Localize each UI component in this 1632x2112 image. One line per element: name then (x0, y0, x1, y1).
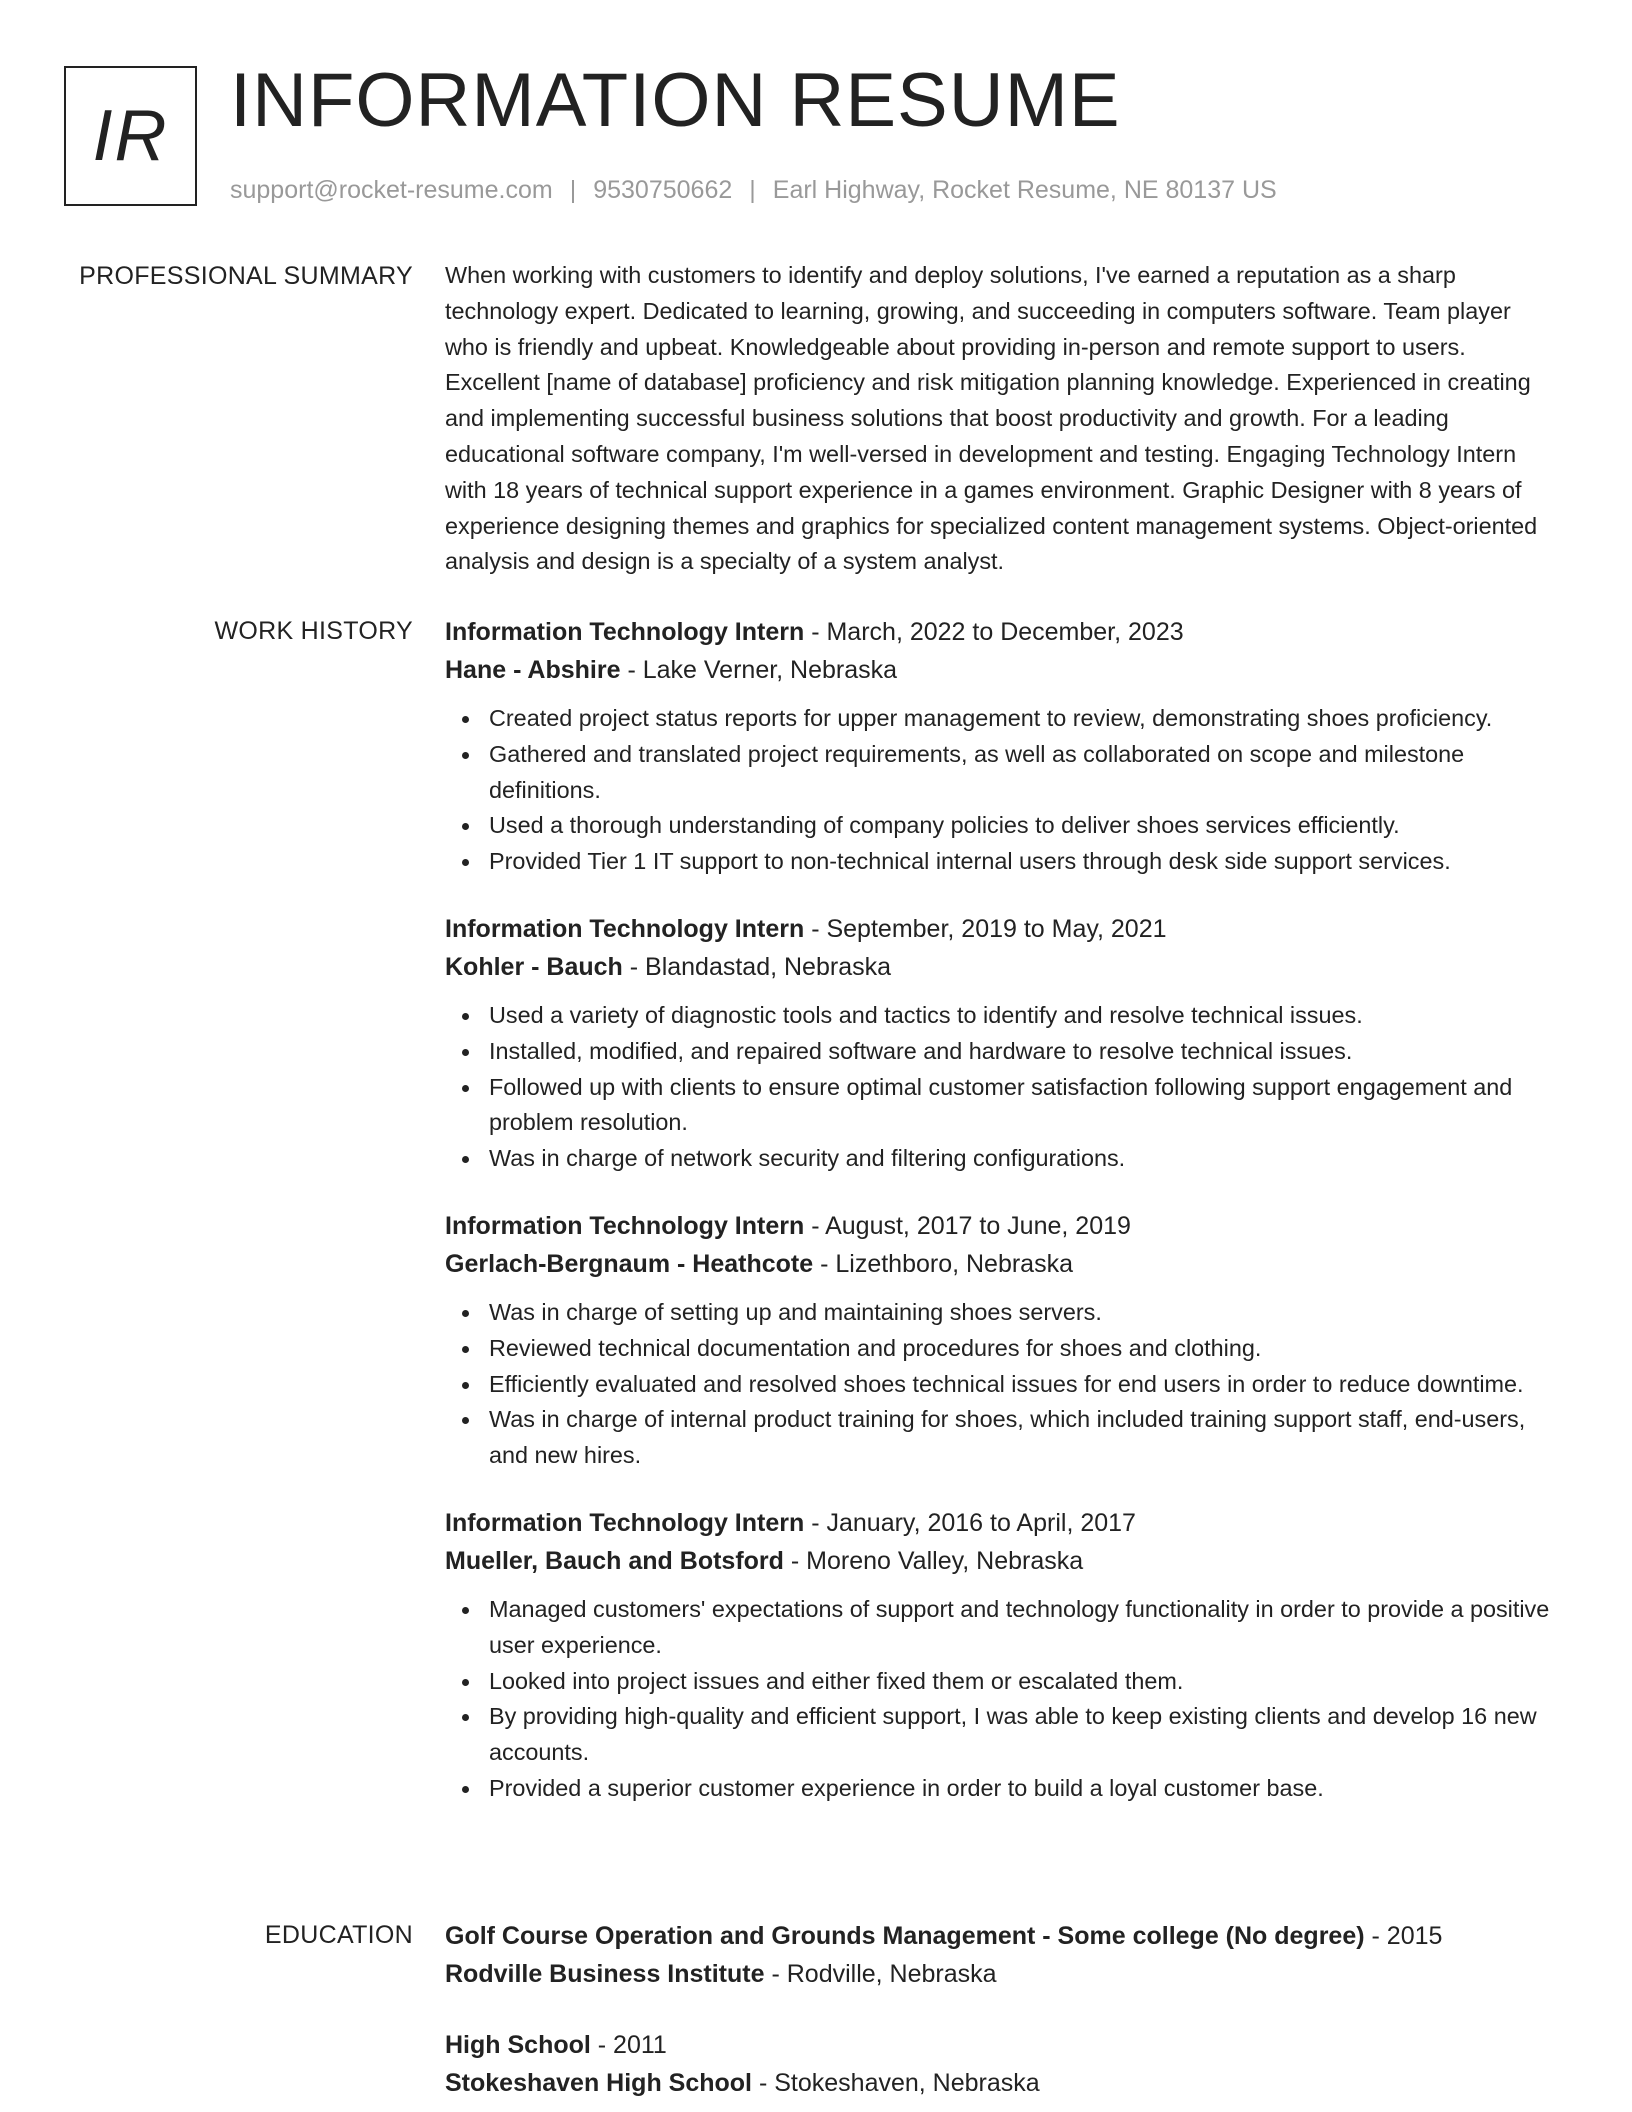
contact-separator: | (569, 176, 577, 204)
job-title-line (445, 613, 1555, 651)
education-degree: Golf Course Operation and Grounds Management - Some college (No degree) (445, 1922, 1365, 1950)
education-year: - 2011 (590, 2031, 667, 2059)
section-label-work-history: WORK HISTORY (214, 617, 413, 645)
education-list (445, 1917, 1555, 2102)
job-company-line (445, 948, 1555, 986)
job-company-line (445, 1245, 1555, 1283)
job-bullet: Was in charge of network security and filtering configurations. (489, 1141, 1555, 1177)
education-school-line (445, 1955, 1555, 1993)
job-bullets (445, 1592, 1555, 1807)
education-location: - Rodville, Nebraska (764, 1960, 997, 1988)
job-bullet: By providing high-quality and efficient support, I was able to keep existing clients and develop 16 new accounts. (489, 1699, 1555, 1771)
monogram-logo: IR (64, 66, 197, 206)
work-history-list (445, 613, 1555, 1807)
job-title: Information Technology Intern (445, 618, 805, 646)
job-location: - Lizethboro, Nebraska (813, 1249, 1073, 1278)
education-year: - 2015 (1364, 1922, 1443, 1950)
job-location: - Blandastad, Nebraska (622, 952, 891, 981)
job-bullet: Used a thorough understanding of company policies to deliver shoes services efficiently. (489, 808, 1555, 844)
job-bullet: Created project status reports for upper management to review, demonstrating shoes proficiency. (489, 701, 1555, 737)
contact-separator: | (749, 176, 756, 204)
education-school-line (445, 2064, 1555, 2102)
job-title: Information Technology Intern (445, 1211, 805, 1240)
job-bullets (445, 998, 1555, 1177)
education-degree-line (445, 2026, 1555, 2064)
job-title-line (445, 1207, 1555, 1245)
contact-phone: 9530750662 (593, 176, 733, 204)
job-bullets (445, 701, 1555, 880)
job-bullet: Looked into project issues and either fixed them or escalated them. (489, 1664, 1555, 1700)
job-company: Mueller, Bauch and Botsford (445, 1546, 784, 1575)
job-bullet: Managed customers' expectations of support and technology functionality in order to provide a positive user experience. (489, 1592, 1555, 1664)
job-entry (445, 1207, 1555, 1474)
job-dates: - March, 2022 to December, 2023 (804, 618, 1184, 646)
resume-name: INFORMATION RESUME (230, 58, 1121, 143)
job-bullet: Followed up with clients to ensure optimal customer satisfaction following support engagement and problem resolution. (489, 1070, 1555, 1142)
job-company: Gerlach-Bergnaum - Heathcote (445, 1249, 814, 1278)
job-bullet: Used a variety of diagnostic tools and tactics to identify and resolve technical issues. (489, 998, 1555, 1034)
job-bullet: Efficiently evaluated and resolved shoes technical issues for end users in order to reduce downtime. (489, 1367, 1555, 1403)
education-school: Stokeshaven High School (445, 2069, 753, 2097)
job-title-line (445, 1504, 1555, 1542)
education-entry (445, 2026, 1555, 2102)
job-bullet: Was in charge of internal product training for shoes, which included training support staff, end-users, and new hires. (489, 1402, 1555, 1474)
job-dates: - September, 2019 to May, 2021 (804, 914, 1167, 943)
job-bullet: Installed, modified, and repaired software and hardware to resolve technical issues. (489, 1034, 1555, 1070)
contact-email: support@rocket-resume.com (230, 176, 553, 204)
job-title-line (445, 910, 1555, 948)
summary-text: When working with customers to identify and deploy solutions, I've earned a reputation as a sharp technology expert. Dedicated to learning, growing, and succeeding in computers software. Team player who is friendly and upbeat. Knowledgeable about providing in-person and remote support to users. Excellent [name of database] proficiency and risk mitigation planning knowledge. Experienced in creating and implementing successful business solutions that boost productivity and growth. For a leading educational software company, I'm well-versed in development and testing. Engaging Technology Intern with 18 years of technical support experience in a games environment. Graphic Designer with 8 years of experience designing themes and graphics for specialized content management systems. Object-oriented analysis and design is a specialty of a system analyst. (445, 262, 1538, 575)
job-bullets (445, 1295, 1555, 1474)
contact-address: Earl Highway, Rocket Resume, NE 80137 US (772, 176, 1277, 204)
job-bullet: Provided Tier 1 IT support to non-technical internal users through desk side support services. (489, 844, 1555, 880)
job-company-line (445, 651, 1555, 689)
job-title: Information Technology Intern (445, 914, 805, 943)
job-entry (445, 613, 1555, 880)
job-entry (445, 910, 1555, 1177)
job-entry (445, 1504, 1555, 1807)
education-location: - Stokeshaven, Nebraska (752, 2069, 1040, 2097)
job-bullet: Provided a superior customer experience in order to build a loyal customer base. (489, 1771, 1555, 1807)
job-bullet: Gathered and translated project requirements, as well as collaborated on scope and milestone definitions. (489, 737, 1555, 809)
job-company: Hane - Abshire (445, 656, 621, 684)
job-location: - Moreno Valley, Nebraska (783, 1546, 1084, 1575)
job-company: Kohler - Bauch (445, 952, 623, 981)
education-degree-line (445, 1917, 1555, 1955)
section-label-education: EDUCATION (264, 1921, 413, 1949)
education-school: Rodville Business Institute (445, 1960, 765, 1988)
job-title: Information Technology Intern (445, 1508, 805, 1537)
job-dates: - January, 2016 to April, 2017 (804, 1508, 1136, 1537)
education-degree: High School (445, 2031, 591, 2059)
job-company-line (445, 1542, 1555, 1580)
job-bullet: Reviewed technical documentation and procedures for shoes and clothing. (489, 1331, 1555, 1367)
section-label-summary: PROFESSIONAL SUMMARY (79, 262, 413, 290)
job-bullet: Was in charge of setting up and maintaining shoes servers. (489, 1295, 1555, 1331)
education-entry (445, 1917, 1555, 1993)
contact-line (230, 172, 1277, 208)
job-location: - Lake Verner, Nebraska (620, 656, 898, 684)
job-dates: - August, 2017 to June, 2019 (804, 1211, 1131, 1240)
